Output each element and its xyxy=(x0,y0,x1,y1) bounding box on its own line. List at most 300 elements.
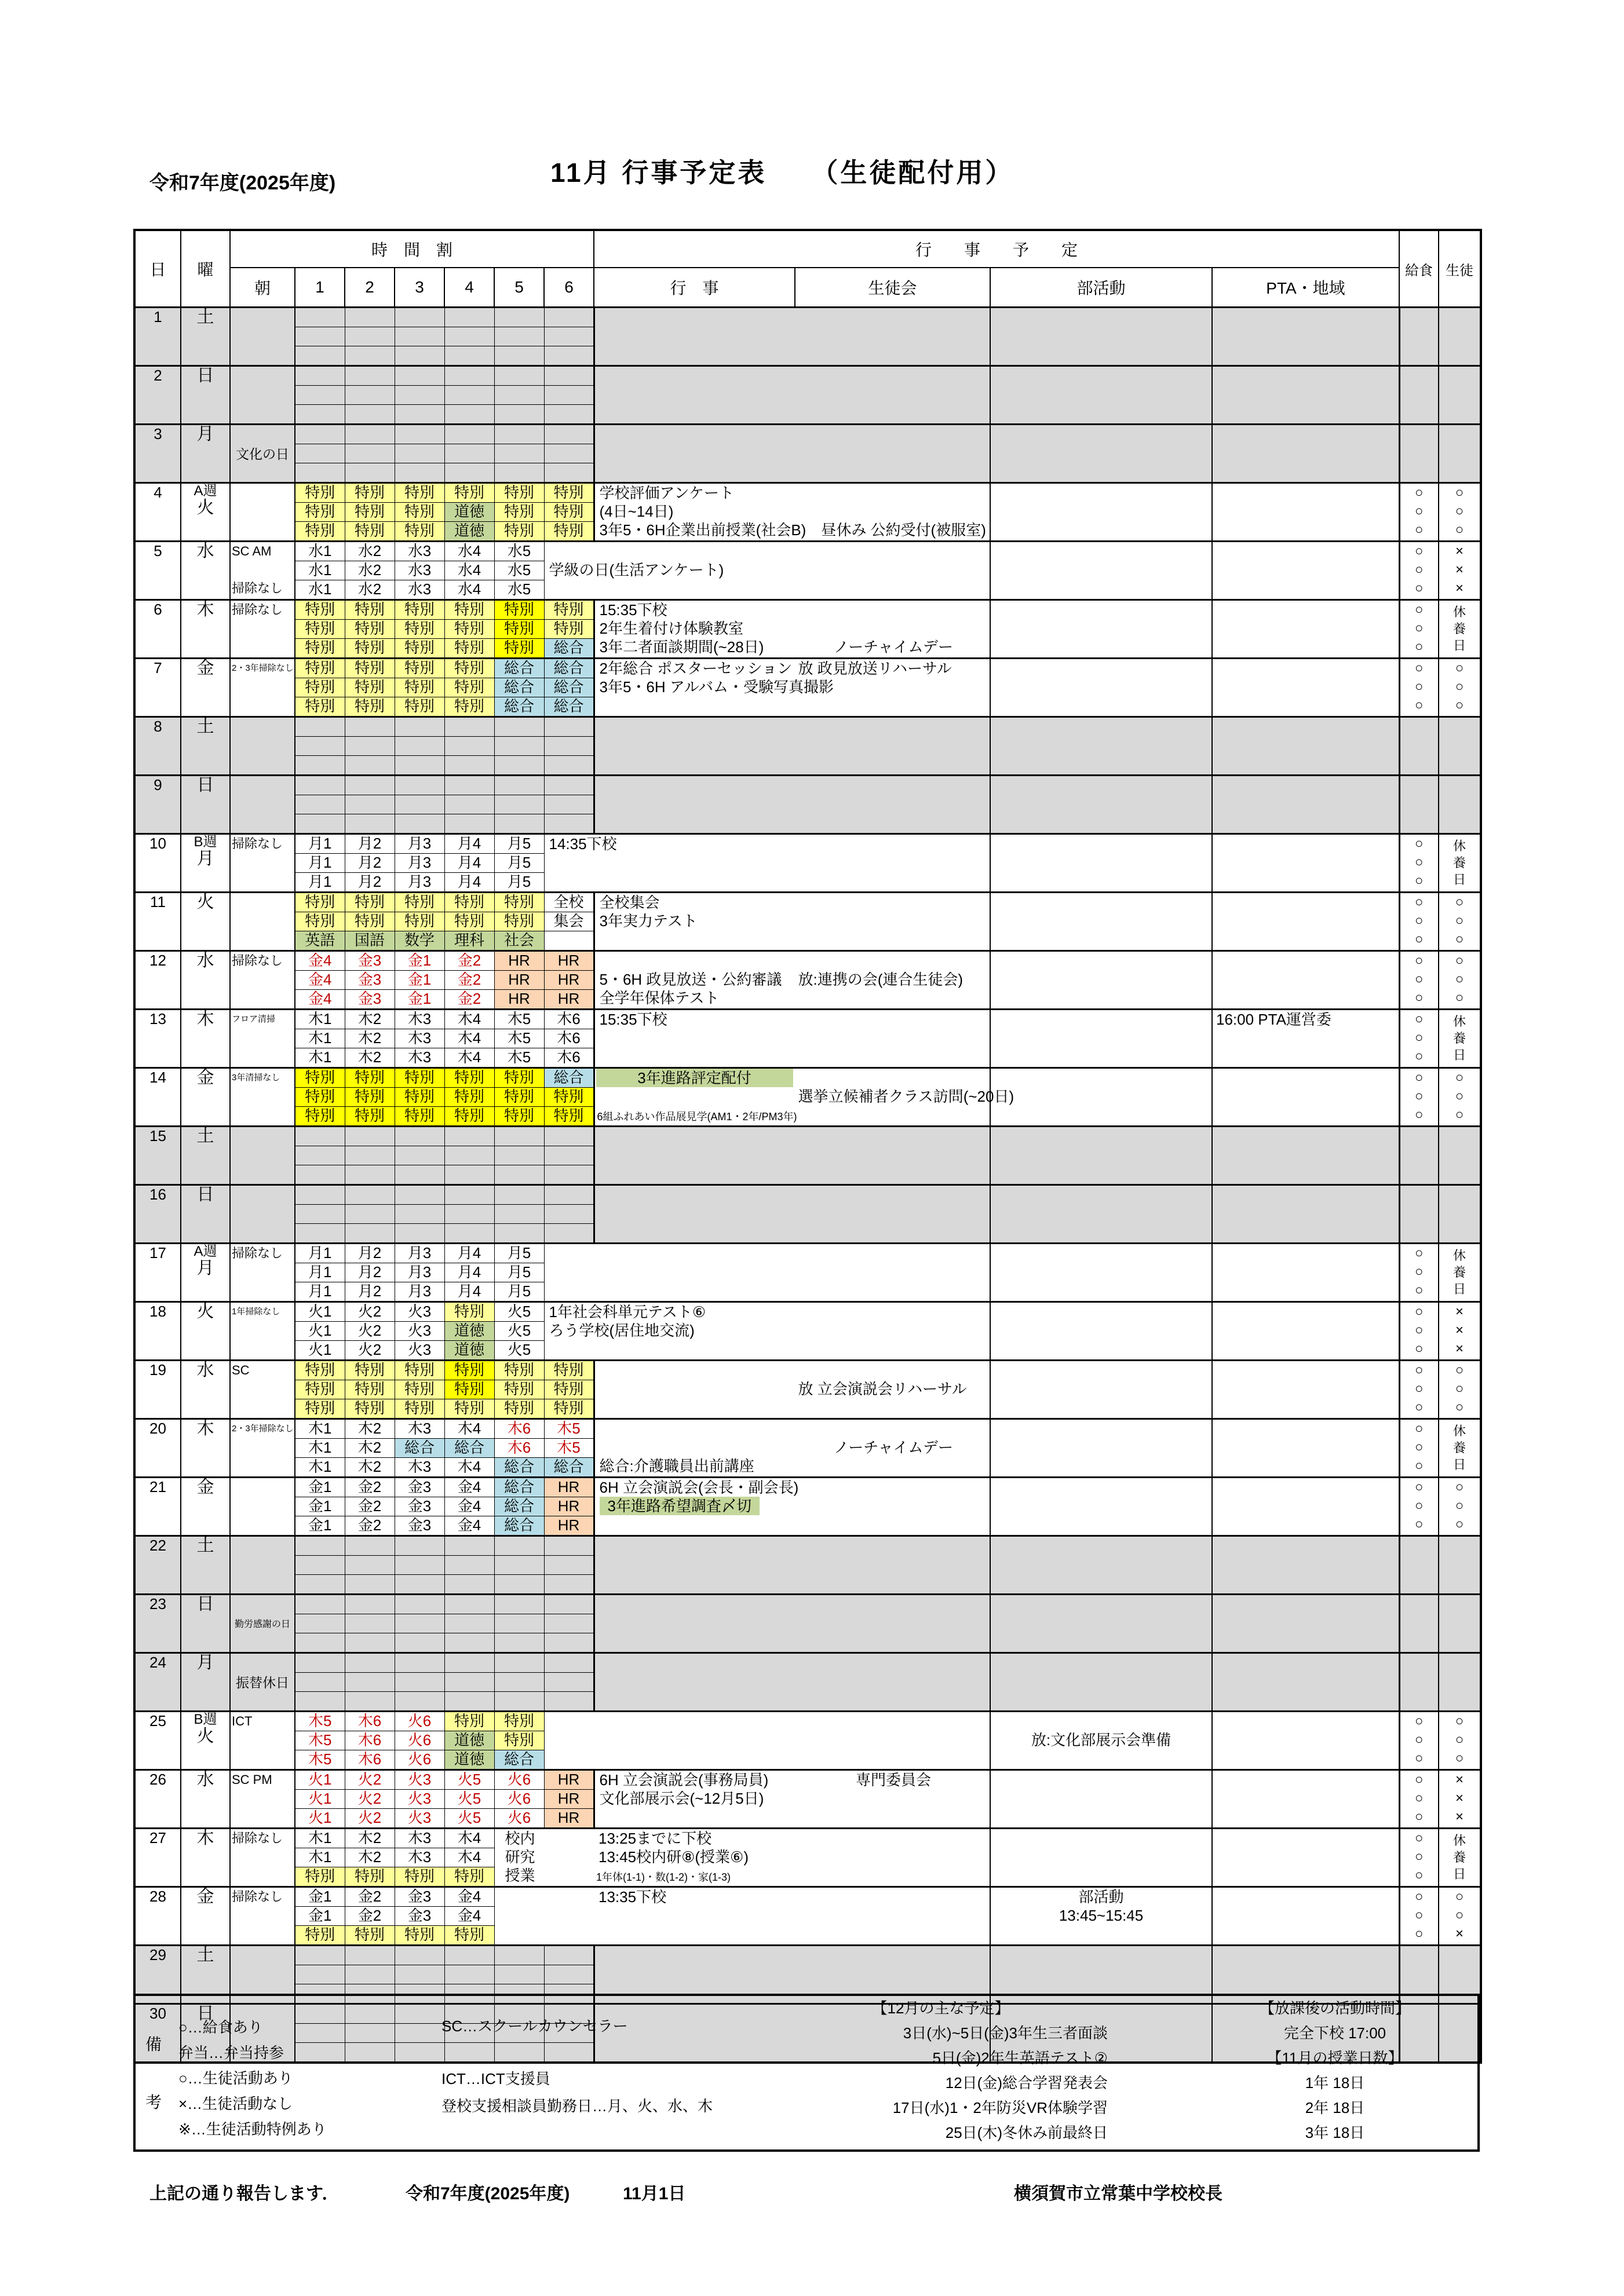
period-cell: 金3 xyxy=(395,1516,444,1536)
morning-text xyxy=(231,970,294,989)
period-cell: 月2 xyxy=(345,834,395,854)
period-cell xyxy=(444,1614,494,1633)
event-line xyxy=(595,367,990,385)
rest-day-char: 休 xyxy=(1453,838,1466,853)
period-cell xyxy=(395,405,444,425)
student-mark: ○ xyxy=(1455,1362,1464,1378)
morning-text xyxy=(231,718,294,736)
period-cell: HR xyxy=(544,1790,594,1809)
student-activity-cell xyxy=(1439,834,1481,893)
period-cell xyxy=(494,795,544,814)
student-mark: ○ xyxy=(1455,1070,1464,1085)
weekday-char: 土 xyxy=(196,1946,214,1965)
period-cell xyxy=(444,795,494,814)
period-cell: 特別 xyxy=(444,893,494,912)
weekday-char: 日 xyxy=(196,2004,214,2023)
pta-text xyxy=(1213,1497,1399,1515)
pta-text xyxy=(1213,1848,1399,1866)
header-period-3: 3 xyxy=(395,268,444,308)
period-cell xyxy=(295,1185,345,1205)
period-cell: 特別 xyxy=(295,1068,345,1088)
period-cell: 特別 xyxy=(395,678,444,697)
club-cell xyxy=(990,425,1212,483)
student-mark: ○ xyxy=(1455,697,1464,713)
pta-text xyxy=(1213,1595,1399,1614)
club-text xyxy=(991,1010,1211,1029)
weekday-cell xyxy=(181,776,230,834)
period-cell: 木5 xyxy=(494,1010,544,1029)
period-cell: 特別 xyxy=(444,1712,494,1731)
period-cell xyxy=(494,1556,544,1575)
club-text: 部活動 xyxy=(1078,1888,1124,1906)
student-mark xyxy=(1439,755,1480,773)
pta-text xyxy=(1213,1771,1399,1789)
club-text xyxy=(991,521,1211,539)
student-mark xyxy=(1439,404,1480,422)
pta-text xyxy=(1213,1632,1399,1651)
lunch-mark: ○ xyxy=(1415,1070,1424,1085)
period-cell xyxy=(544,1224,594,1244)
period-cell: 特別 xyxy=(494,1731,544,1750)
lunch-mark: ○ xyxy=(1415,580,1424,596)
period-cell xyxy=(444,327,494,346)
club-text xyxy=(991,1069,1211,1087)
afterschool-line: 完全下校 17:00 xyxy=(1283,2024,1386,2042)
pta-cell xyxy=(1212,776,1399,834)
weekday-char: 火 xyxy=(196,498,214,517)
lunch-mark xyxy=(1400,404,1439,422)
student-mark: ○ xyxy=(1455,1907,1464,1923)
event-line xyxy=(595,1438,990,1457)
morning-text xyxy=(231,1087,294,1106)
event-line xyxy=(595,659,990,678)
weekday-cell xyxy=(181,1829,230,1887)
pta-cell xyxy=(1212,1887,1399,1946)
period-cell: 特別 xyxy=(295,522,345,542)
inschool-text xyxy=(495,1888,594,1906)
date-cell: 25 xyxy=(134,1712,181,1770)
period-cell xyxy=(295,1653,345,1673)
event-line xyxy=(545,561,990,579)
morning-cell xyxy=(230,893,295,951)
morning-text xyxy=(231,1204,294,1223)
pta-cell xyxy=(1212,834,1399,893)
student-mark xyxy=(1439,813,1480,832)
event-line xyxy=(595,1614,990,1632)
lunch-cell xyxy=(1399,1185,1439,1244)
morning-cell xyxy=(230,1010,295,1068)
morning-text xyxy=(231,872,294,890)
period-cell xyxy=(544,405,594,425)
period-cell xyxy=(494,1653,544,1673)
period-cell: HR xyxy=(544,1478,594,1497)
period-cell: 木6 xyxy=(544,1010,594,1029)
period-cell: 特別 xyxy=(345,1068,395,1088)
period-cell: 月4 xyxy=(444,873,494,893)
club-text xyxy=(991,1946,1211,1965)
pta-text xyxy=(1213,1244,1399,1263)
event-line xyxy=(595,1946,990,1965)
period-cell xyxy=(345,1146,395,1165)
period-cell xyxy=(345,1965,395,1984)
morning-text xyxy=(231,736,294,755)
morning-cell xyxy=(230,308,295,366)
period-cell xyxy=(345,463,395,483)
pta-text xyxy=(1213,678,1399,696)
pta-text xyxy=(1213,345,1399,364)
period-cell: 月3 xyxy=(395,1282,444,1302)
period-cell: 特別 xyxy=(345,483,395,503)
period-cell: 火3 xyxy=(395,1770,444,1790)
pta-text xyxy=(1213,327,1399,345)
lunch-cell xyxy=(1399,1478,1439,1536)
lunch-mark: ○ xyxy=(1415,854,1424,870)
header-pta: PTA・地域 xyxy=(1212,268,1399,308)
period-cell: 特別 xyxy=(345,1926,395,1946)
event-line xyxy=(595,484,990,502)
period-cell: 特別 xyxy=(295,1107,345,1127)
weekday-char: 木 xyxy=(196,1829,214,1848)
period-cell: 月4 xyxy=(444,1244,494,1263)
morning-text xyxy=(231,678,294,696)
period-cell: 金1 xyxy=(295,1907,345,1926)
period-cell: 金1 xyxy=(295,1887,345,1907)
period-cell: 金2 xyxy=(345,1887,395,1907)
morning-cell xyxy=(230,1770,295,1829)
club-text xyxy=(991,1281,1211,1300)
period-cell: 水1 xyxy=(295,580,345,600)
lunch-cell xyxy=(1399,483,1439,542)
event-line xyxy=(595,308,990,327)
period-cell: 集会 xyxy=(544,912,594,931)
club-text xyxy=(991,1866,1211,1885)
student-activity-cell xyxy=(1439,1653,1481,1712)
morning-cell xyxy=(230,951,295,1010)
morning-cell xyxy=(230,1653,295,1712)
club-cell xyxy=(990,1068,1212,1127)
period-cell: 月1 xyxy=(295,1244,345,1263)
event-cell xyxy=(594,1419,990,1478)
day-4-subrow-1 xyxy=(134,483,1481,503)
event-line xyxy=(595,952,990,970)
period-cell xyxy=(444,1127,494,1146)
event-line xyxy=(595,1595,990,1614)
student-mark xyxy=(1439,1614,1480,1632)
morning-text xyxy=(231,696,294,715)
period-cell xyxy=(345,1595,395,1614)
period-cell: 木3 xyxy=(395,1029,444,1048)
event-text: 5・6H 政見放送・公約審議 xyxy=(599,971,782,988)
weekday-cell xyxy=(181,1068,230,1127)
event-line xyxy=(545,1244,990,1263)
student-mark: ○ xyxy=(1455,1399,1464,1415)
period-cell: 総合 xyxy=(494,1516,544,1536)
period-cell: 特別 xyxy=(345,1867,395,1887)
period-cell xyxy=(345,308,395,327)
event-cell xyxy=(594,483,990,542)
pta-text xyxy=(1213,1438,1399,1457)
period-cell: 特別 xyxy=(295,1088,345,1107)
pta-text xyxy=(1213,952,1399,970)
pta-text xyxy=(1213,1555,1399,1574)
period-cell: 木5 xyxy=(494,1048,544,1068)
event-text: 3年5・6H アルバム・受験写真撮影 xyxy=(599,678,834,696)
morning-cell xyxy=(230,1536,295,1595)
period-cell: 火2 xyxy=(345,1790,395,1809)
period-cell: 水4 xyxy=(444,542,494,561)
lunch-mark xyxy=(1400,1632,1439,1651)
period-cell xyxy=(395,1536,444,1556)
period-cell: 特別 xyxy=(544,522,594,542)
club-text xyxy=(991,1672,1211,1691)
weekday-cell xyxy=(181,542,230,600)
event-line xyxy=(595,1771,990,1789)
day-29-subrow-1 xyxy=(134,1946,1481,1965)
period-cell: 特別 xyxy=(444,1867,494,1887)
lunch-cell xyxy=(1399,308,1439,366)
pta-text xyxy=(1213,1106,1399,1124)
student-mark xyxy=(1439,736,1480,755)
club-text xyxy=(991,1029,1211,1047)
event-line xyxy=(595,1010,990,1029)
weekday-char: 火 xyxy=(196,1727,214,1746)
student-council-text: ノーチャイムデー xyxy=(834,638,953,656)
club-text xyxy=(991,1478,1211,1497)
pta-text xyxy=(1213,1398,1399,1417)
student-activity-cell xyxy=(1439,1361,1481,1419)
period-cell: HR xyxy=(544,951,594,971)
period-cell: 木1 xyxy=(295,1848,345,1867)
morning-text xyxy=(231,327,294,345)
period-cell xyxy=(395,737,444,756)
weekday-cell xyxy=(181,1770,230,1829)
event-cell xyxy=(594,1887,990,1946)
weekday-char: 土 xyxy=(196,1127,214,1146)
period-cell: 木4 xyxy=(444,1010,494,1029)
period-cell: 特別 xyxy=(444,1107,494,1127)
club-text xyxy=(991,678,1211,696)
period-cell xyxy=(544,444,594,463)
pta-cell xyxy=(1212,893,1399,951)
period-cell xyxy=(295,1165,345,1185)
weekday-char: 月 xyxy=(196,849,214,868)
club-cell xyxy=(990,1653,1212,1712)
morning-text xyxy=(231,776,294,795)
afterschool-line: 1年 18日 xyxy=(1305,2074,1365,2092)
event-line xyxy=(594,1848,990,1866)
pta-text xyxy=(1213,718,1399,736)
pta-text xyxy=(1213,1537,1399,1555)
pta-text xyxy=(1213,659,1399,678)
period-cell xyxy=(345,1633,395,1653)
week-label: B週 xyxy=(194,1712,217,1727)
period-cell: 特別 xyxy=(395,893,444,912)
period-cell: 木3 xyxy=(395,1010,444,1029)
lunch-mark xyxy=(1400,327,1439,345)
day-24-subrow-1 xyxy=(134,1653,1481,1673)
student-activity-cell xyxy=(1439,542,1481,600)
lunch-cell xyxy=(1399,893,1439,951)
lunch-mark: ○ xyxy=(1415,990,1424,1006)
period-cell: 特別 xyxy=(295,912,345,931)
day-7-subrow-1 xyxy=(134,659,1481,678)
period-cell: 金4 xyxy=(444,1497,494,1516)
student-mark: ○ xyxy=(1455,894,1464,910)
morning-text xyxy=(231,1223,294,1241)
period-cell: 金3 xyxy=(395,1907,444,1926)
period-cell xyxy=(444,1556,494,1575)
morning-text xyxy=(231,1457,294,1475)
student-council-text: ノーチャイムデー xyxy=(834,1439,953,1456)
period-cell: 数学 xyxy=(395,931,444,951)
lunch-mark xyxy=(1400,1204,1439,1223)
period-cell xyxy=(345,444,395,463)
period-cell xyxy=(395,1673,444,1692)
lunch-mark: ○ xyxy=(1415,1750,1424,1766)
period-cell xyxy=(295,463,345,483)
period-cell: 特別 xyxy=(395,483,444,503)
rest-day-label xyxy=(1439,1010,1480,1066)
lunch-mark xyxy=(1400,1146,1439,1164)
period-cell: 木1 xyxy=(295,1829,345,1848)
period-cell: 月4 xyxy=(444,854,494,873)
weekday-char: 日 xyxy=(196,1595,214,1614)
student-mark xyxy=(1439,776,1480,795)
pta-text xyxy=(1213,1380,1399,1398)
period-cell: 特別 xyxy=(345,1361,395,1380)
club-text xyxy=(991,1321,1211,1340)
period-cell xyxy=(295,346,345,366)
student-activity-cell xyxy=(1439,308,1481,366)
pta-text xyxy=(1213,1420,1399,1438)
rest-day-char: 日 xyxy=(1453,1457,1466,1472)
student-mark xyxy=(1439,1691,1480,1709)
pta-text xyxy=(1213,1808,1399,1826)
lunch-mark: ○ xyxy=(1415,1282,1424,1298)
footer-report: 上記の通り報告します． xyxy=(149,2184,340,2203)
weekday-char: 水 xyxy=(196,542,214,561)
period-cell: 月5 xyxy=(494,873,544,893)
period-cell: 特別 xyxy=(444,600,494,620)
student-mark xyxy=(1439,425,1480,444)
period-cell xyxy=(345,1185,395,1205)
period-cell xyxy=(395,327,444,346)
morning-text xyxy=(231,638,294,656)
weekday-char: 土 xyxy=(196,1536,214,1555)
lunch-cell xyxy=(1399,717,1439,776)
period-cell: HR xyxy=(544,971,594,990)
period-cell: 火3 xyxy=(395,1302,444,1322)
period-cell xyxy=(295,1146,345,1165)
lunch-cell xyxy=(1399,1302,1439,1361)
morning-text: 掃除なし xyxy=(232,953,283,968)
pta-text xyxy=(1213,1712,1399,1731)
period-cell xyxy=(444,405,494,425)
period-cell: 特別 xyxy=(295,503,345,522)
student-activity-cell xyxy=(1439,1887,1481,1946)
period-cell: 木1 xyxy=(295,1048,345,1068)
event-line xyxy=(595,462,990,481)
period-cell: 金1 xyxy=(295,1478,345,1497)
morning-cell xyxy=(230,366,295,425)
lunch-mark xyxy=(1400,345,1439,364)
period-cell: 金2 xyxy=(345,1907,395,1926)
event-cell xyxy=(594,1653,990,1712)
club-text xyxy=(991,1555,1211,1574)
event-line xyxy=(595,1497,990,1515)
event-text: 全学年保体テスト xyxy=(599,989,720,1007)
period-cell: 特別 xyxy=(295,1867,345,1887)
lunch-cell xyxy=(1399,600,1439,659)
period-cell: 木3 xyxy=(395,1848,444,1867)
period-cell: 道徳 xyxy=(444,1750,494,1770)
club-cell xyxy=(990,1595,1212,1653)
period-cell: 特別 xyxy=(444,912,494,931)
event-text: 総合:介護職員出前講座 xyxy=(599,1457,754,1475)
pta-cell xyxy=(1212,1068,1399,1127)
week-label: A週 xyxy=(194,483,217,499)
club-text xyxy=(991,1340,1211,1358)
period-cell: 特別 xyxy=(444,639,494,659)
period-cell: 木5 xyxy=(295,1750,345,1770)
period-cell: 月3 xyxy=(395,834,444,854)
lunch-mark: ○ xyxy=(1415,894,1424,910)
date-cell: 17 xyxy=(134,1244,181,1302)
period-cell xyxy=(295,366,345,386)
period-cell: 特別 xyxy=(444,1926,494,1946)
student-activity-cell xyxy=(1439,1068,1481,1127)
period-cell: 特別 xyxy=(395,503,444,522)
student-mark xyxy=(1439,1146,1480,1164)
lunch-mark: ○ xyxy=(1415,620,1424,636)
period-cell: 木6 xyxy=(544,1048,594,1068)
morning-text: 3年清掃なし xyxy=(232,1073,280,1083)
club-text xyxy=(991,1537,1211,1555)
lunch-cell xyxy=(1399,776,1439,834)
period-cell: 火5 xyxy=(444,1790,494,1809)
event-line xyxy=(595,696,990,715)
event-line xyxy=(595,1164,990,1183)
club-text xyxy=(991,1808,1211,1826)
holiday-label: 文化の日 xyxy=(236,446,289,462)
lunch-cell xyxy=(1399,834,1439,893)
pta-text xyxy=(1213,1946,1399,1965)
club-cell xyxy=(990,951,1212,1010)
pta-text xyxy=(1213,853,1399,872)
period-cell: 特別 xyxy=(395,1380,444,1399)
rest-day-char: 休 xyxy=(1453,1248,1466,1263)
event-line xyxy=(545,835,990,853)
event-cell xyxy=(544,1712,990,1770)
club-text xyxy=(991,776,1211,795)
lunch-cell xyxy=(1399,1127,1439,1185)
pta-cell xyxy=(1212,951,1399,1010)
event-text: 13:25までに下校 xyxy=(598,1830,712,1847)
pta-text xyxy=(1213,776,1399,795)
event-text: (4日~14日) xyxy=(599,503,674,520)
student-mark: ○ xyxy=(1455,1750,1464,1766)
student-activity-cell xyxy=(1439,366,1481,425)
weekday-char: 水 xyxy=(196,1361,214,1380)
weekday-char: 月 xyxy=(196,425,214,444)
pta-text xyxy=(1213,1069,1399,1087)
club-text xyxy=(991,1574,1211,1592)
rest-day-char: 養 xyxy=(1453,1440,1466,1455)
student-activity-cell xyxy=(1439,776,1481,834)
lunch-mark xyxy=(1400,1691,1439,1709)
club-text xyxy=(991,1398,1211,1417)
weekday-char: 日 xyxy=(196,366,214,385)
